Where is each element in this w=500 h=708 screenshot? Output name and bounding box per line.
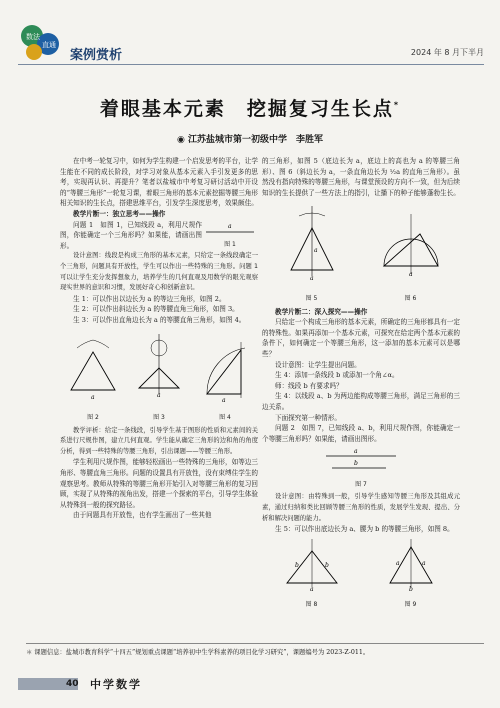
paragraph-right-2: 只给定一个构成三角形的基本元素，所确定的三角形都具有一定的特殊性。如果再添加一个基本元素，可探究在给定两个基本元素的条件下，如何确定一个等腰三角形，这一添加的基本元素可以是哪些？ <box>262 318 460 358</box>
article-title: 着眼基本元素 挖掘复习生长点* <box>99 98 401 120</box>
footnote: ＊ 课题信息：盐城市教育科学“十四五”规划重点课题“培养初中生学科素养的项目化学习研究”，课题编号为 2023-Z-011。 <box>26 643 484 658</box>
figure-5: a a 图 5 <box>277 200 347 304</box>
teaching-analysis: 教学评析：给定一条线段，引导学生基于图形的性质和元素间的关系进行尺规作图，建立几何直观。学生能从确定三角形的边和角的角度分析，得到一些特殊的等腰三角形，引出课题——等腰三角形。 <box>60 426 258 455</box>
svg-text:a: a <box>421 559 426 567</box>
teacher-question: 师：线段 b 有要求吗？ <box>275 381 343 390</box>
figures-8-9 <box>262 537 460 611</box>
question-2: 问题 2 如图 7，已知线段 a、b，利用尺规作图，你能确定一个等腰三角形吗？如果能，请画出图形。 <box>262 424 460 443</box>
student-1: 生 1：可以作出以边长为 a 的等边三角形，如图 2。 <box>73 294 226 303</box>
section-heading-2: 教学片断二：深入探究——操作 <box>275 307 368 316</box>
svg-text:a: a <box>222 396 226 404</box>
paragraph-right-7: 下面探究第一种情形。 <box>275 413 341 422</box>
svg-text:数法: 数法 <box>26 33 40 41</box>
right-column <box>262 156 460 613</box>
student-4-answer: 生 4：以线段 a、b 为两边能构成等腰三角形，满足三角形的三边关系。 <box>262 392 460 411</box>
figures-5-6 <box>262 200 460 304</box>
design-intent-1: 设计意图：线段是构成三角形的基本元素，只给定一条线段确定一个三角形，问题具有开放性，学生可以作出一些特殊的三角形。问题 1 可以让学生充分发挥想象力，培养学生的几何直观及用数学的眼光观察现实世界的意识和习惯，发展好奇心和创新意识。 <box>60 252 258 292</box>
student-5: 生 5：可以作出底边长为 a、腰为 b 的等腰三角形，如图 8。 <box>275 525 454 534</box>
svg-text:直通: 直通 <box>42 41 56 49</box>
paragraph-left-9: 由于问题具有开放性，也有学生画出了一些其他 <box>73 511 212 520</box>
header-divider <box>18 64 484 65</box>
section-heading-1: 教学片断一：独立思考——操作 <box>73 209 166 218</box>
figure-8: b b a 图 8 <box>279 537 345 611</box>
svg-text:a: a <box>309 585 314 593</box>
svg-text:a: a <box>91 393 95 401</box>
question-1: 问题 1 如图 1，已知线段 a，利用尺规作图，你能确定一个三角形吗？如果能，请画出图形。 <box>60 220 202 250</box>
figure-4: a 图 4 <box>195 328 255 424</box>
author-byline: ◉ 江苏盐城市第一初级中学 李胜军 <box>176 135 323 145</box>
intro-paragraph: 在中考一轮复习中，如何为学生构建一个启发思考的平台，让学生能在不同的成长阶段，对学习对象从基本元素入手引发更多的思考，实现再认识、再提升？笔者以盐城市中考复习研讨活动中开设的“等腰三角形”一轮复习课，着眼三角形的基本元素挖掘等腰三角形相关知识的生长点，搭建思维平台，引发学生深度思考，效果颇佳。 <box>60 157 258 208</box>
student-3: 生 3：可以作出直角边长为 a 的等腰直角三角形，如图 4。 <box>73 315 246 324</box>
figure-2: a 图 2 <box>63 328 123 424</box>
svg-text:b: b <box>354 460 358 468</box>
paragraph-left-8: 学生利用尺规作图，能够轻松画出一些特殊的三角形，如等边三角形、等腰直角三角形。问题的设置具有开放性，没有束缚住学生的观察思考。教师从特殊的等腰三角形开始引入对等腰三角形的复习回顾，实现了从特殊的视角出发，搭建一个探索的平台，引导学生体验从特殊到一般的探究路径。 <box>60 458 258 509</box>
column-badge <box>18 22 64 62</box>
design-intent-2: 设计意图：让学生提出问题。 <box>275 360 361 369</box>
magazine-name: 中学数学 <box>90 678 142 691</box>
figure-6: a 图 6 <box>376 200 446 304</box>
figure-9: a a b 图 9 <box>378 537 444 611</box>
student-4: 生 4：添加一条线段 b 或添加一个角∠α。 <box>275 371 399 380</box>
paragraph-right-1: 的三角形，如图 5（底边长为 a，底边上的高也为 a 的等腰三角形）、图 6（斜边长为 a，一条直角边长为 ½a 的直角三角形）。虽然没有指向特殊的等腰三角形，与课堂预设的方向不一致，但为后续知识的生长提供了一些方法上的指引，让播下的种子能够蓬勃生长。 <box>262 157 460 197</box>
left-column <box>60 156 258 521</box>
svg-text:a: a <box>313 247 318 255</box>
svg-text:a: a <box>228 222 232 230</box>
svg-text:a: a <box>395 559 400 567</box>
figures-2-4 <box>60 328 258 424</box>
section-title: 案例赏析 <box>70 48 123 63</box>
figure-1: a 图 1 <box>224 222 236 248</box>
svg-text:a: a <box>309 275 314 283</box>
issue-date: 2024 年 8 月下半月 <box>410 48 484 57</box>
figure-3: a 图 3 <box>129 328 189 424</box>
svg-text:b: b <box>294 561 299 569</box>
svg-text:a: a <box>354 448 358 456</box>
svg-text:b: b <box>408 585 413 593</box>
figure-7: a b 图 7 <box>354 448 367 488</box>
design-intent-3: 设计意图：由特殊到一般，引导学生感知等腰三角形及其组成元素，通过归纳和类比回顾等腰三角形的性质，发展学生发现、提出、分析和解决问题的能力。 <box>262 493 460 522</box>
svg-text:a: a <box>157 391 161 399</box>
page-number: 40 <box>66 679 79 689</box>
svg-text:a: a <box>408 271 413 279</box>
student-2: 生 2：可以作出斜边长为 a 的等腰直角三角形，如图 3。 <box>73 305 239 314</box>
svg-text:b: b <box>324 561 329 569</box>
